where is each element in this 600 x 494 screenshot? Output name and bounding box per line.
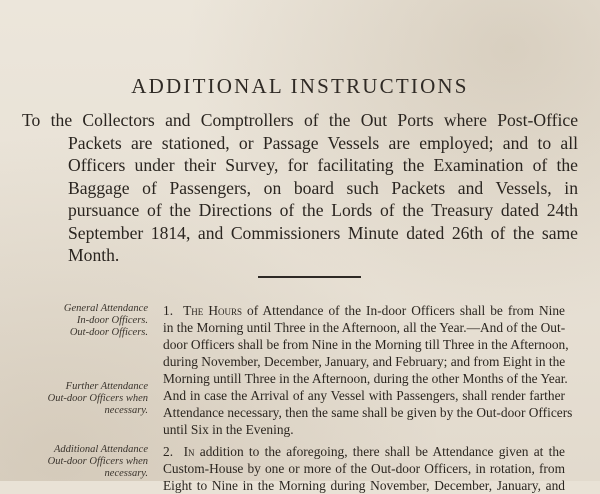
margin-note-line: Out-door Officers when	[47, 393, 148, 404]
margin-note-line: Additional Attendance	[54, 444, 148, 455]
paragraph-number: 2.	[163, 444, 174, 459]
document-title: ADDITIONAL INSTRUCTIONS	[131, 74, 469, 98]
paragraph-line-text: of Attendance of the In-door Officers shall be from Nine	[247, 303, 565, 318]
paragraph-line: until Six in the Evening.	[163, 422, 294, 437]
section-divider	[258, 276, 361, 278]
intro-line: pursuance of the Directions of the Lords of the Treasury dated 24th	[68, 200, 578, 220]
margin-note-line: Out-door Officers when	[47, 456, 148, 467]
paragraph-2	[163, 443, 565, 494]
intro-paragraph	[22, 109, 578, 267]
paragraph-line: Eight to Nine in the Morning during November, December, January, and	[163, 478, 565, 493]
intro-line: Baggage of Passengers, on board such Packets and Vessels, in	[68, 177, 578, 198]
paragraph-first-line	[163, 302, 565, 319]
margin-note-line: Further Attendance	[65, 381, 148, 392]
margin-note-further-attendance	[45, 381, 148, 417]
paragraph-number: 1.	[163, 303, 174, 318]
margin-note-additional-attendance	[45, 444, 148, 480]
margin-note-line: In-door Officers.	[76, 315, 148, 326]
paragraph-line: And in case the Arrival of any Vessel with Passengers, shall render farther	[163, 388, 565, 403]
margin-note-general-attendance	[45, 303, 148, 339]
paragraph-line: Custom-House by one or more of the Out-door Officers, in rotation, from	[163, 461, 565, 476]
margin-note-line: Out-door Officers.	[69, 327, 148, 338]
paragraph-line: door Officers shall be from Nine in the Morning till Three in the Afternoon,	[163, 337, 569, 352]
paragraph-line: during November, December, January, and February; and from Eight in the	[163, 354, 566, 369]
intro-line: Packets are stationed, or Passage Vessels are employed; and to all	[68, 132, 578, 153]
paragraph-lead: In	[183, 444, 195, 459]
intro-line: September 1814, and Commissioners Minute dated 26th of the same	[68, 222, 578, 243]
paragraph-line-text: addition to the aforegoing, there shall be Attendance given at the	[199, 444, 566, 459]
paragraph-line: Attendance necessary, then the same shall be given by the Out-door Officers	[163, 405, 573, 420]
intro-line: To the Collectors and Comptrollers of the Out Ports where Post-Office	[22, 110, 578, 130]
margin-note-line: General Attendance	[63, 303, 148, 314]
paragraph-line: in the Morning until Three in the Afternoon, all the Year.—And of the Out-	[163, 320, 566, 335]
intro-line: Month.	[68, 245, 120, 265]
margin-note-line: necessary.	[104, 405, 148, 416]
intro-line: Officers under their Survey, for facilitating the Examination of the	[68, 155, 578, 175]
margin-note-line: necessary.	[104, 468, 148, 479]
paragraph-line: Morning untill Three in the Afternoon, during the other Months of the Year.	[163, 371, 568, 386]
paragraph-lead: The Hours	[183, 303, 242, 318]
paragraph-first-line	[163, 443, 565, 460]
paragraph-1	[163, 302, 573, 438]
